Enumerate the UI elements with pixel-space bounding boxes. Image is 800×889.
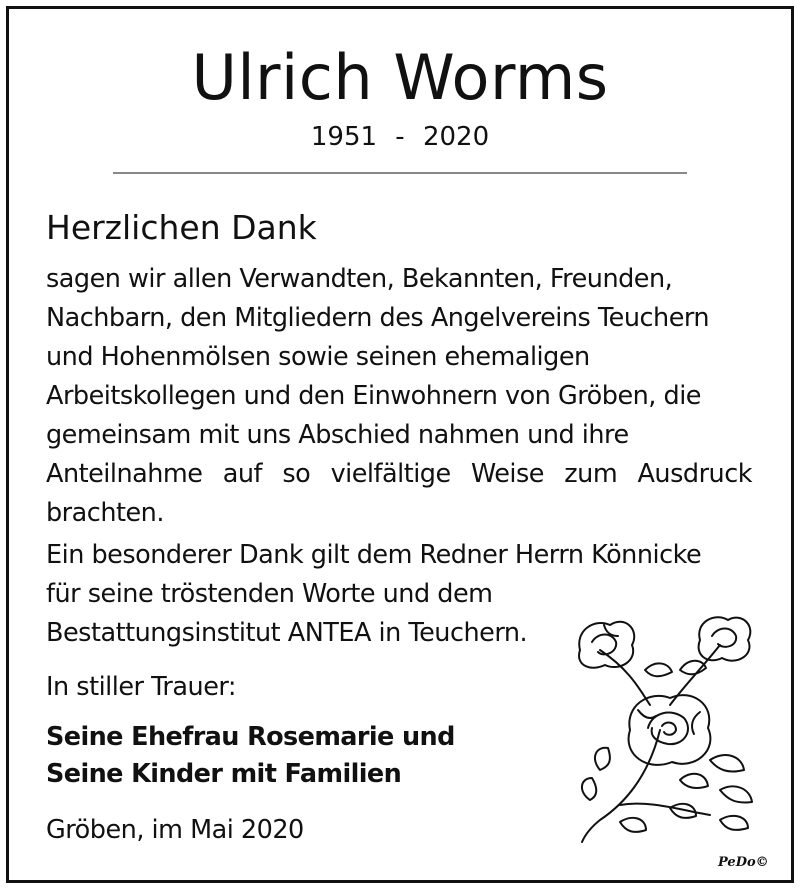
artist-signature: PeDo©	[718, 855, 769, 870]
place-and-date: Gröben, im Mai 2020	[46, 815, 304, 845]
body-line: Nachbarn, den Mitgliedern des Angelvereins Teuchern	[46, 303, 710, 333]
body-line: Anteilnahme auf so vielfältige Weise zum Ausdruck	[46, 459, 752, 489]
body-line: Arbeitskollegen und den Einwohnern von Gröben, die	[46, 381, 701, 411]
mourning-line: In stiller Trauer:	[46, 672, 237, 702]
family-signatories	[46, 719, 455, 793]
deceased-name: Ulrich Worms	[191, 41, 609, 114]
divider	[113, 172, 687, 174]
body-line: gemeinsam mit uns Abschied nahmen und ihre	[46, 420, 629, 450]
life-dates: 1951 - 2020	[310, 122, 490, 152]
roses-icon	[560, 610, 780, 860]
thanks-heading: Herzlichen Dank	[46, 208, 317, 247]
thanks-line: für seine tröstenden Worte und dem	[46, 579, 493, 609]
family-line: Seine Ehefrau Rosemarie und	[46, 722, 455, 752]
thanks-line: Ein besonderer Dank gilt dem Redner Herrn Könnicke	[46, 540, 702, 570]
body-line: brachten.	[46, 498, 164, 528]
thanks-body	[46, 260, 752, 533]
family-line: Seine Kinder mit Familien	[46, 759, 402, 789]
body-line: sagen wir allen Verwandten, Bekannten, Freunden,	[46, 264, 673, 294]
body-line: und Hohenmölsen sowie seinen ehemaligen	[46, 342, 590, 372]
thanks-line: Bestattungsinstitut ANTEA in Teuchern.	[46, 618, 528, 648]
